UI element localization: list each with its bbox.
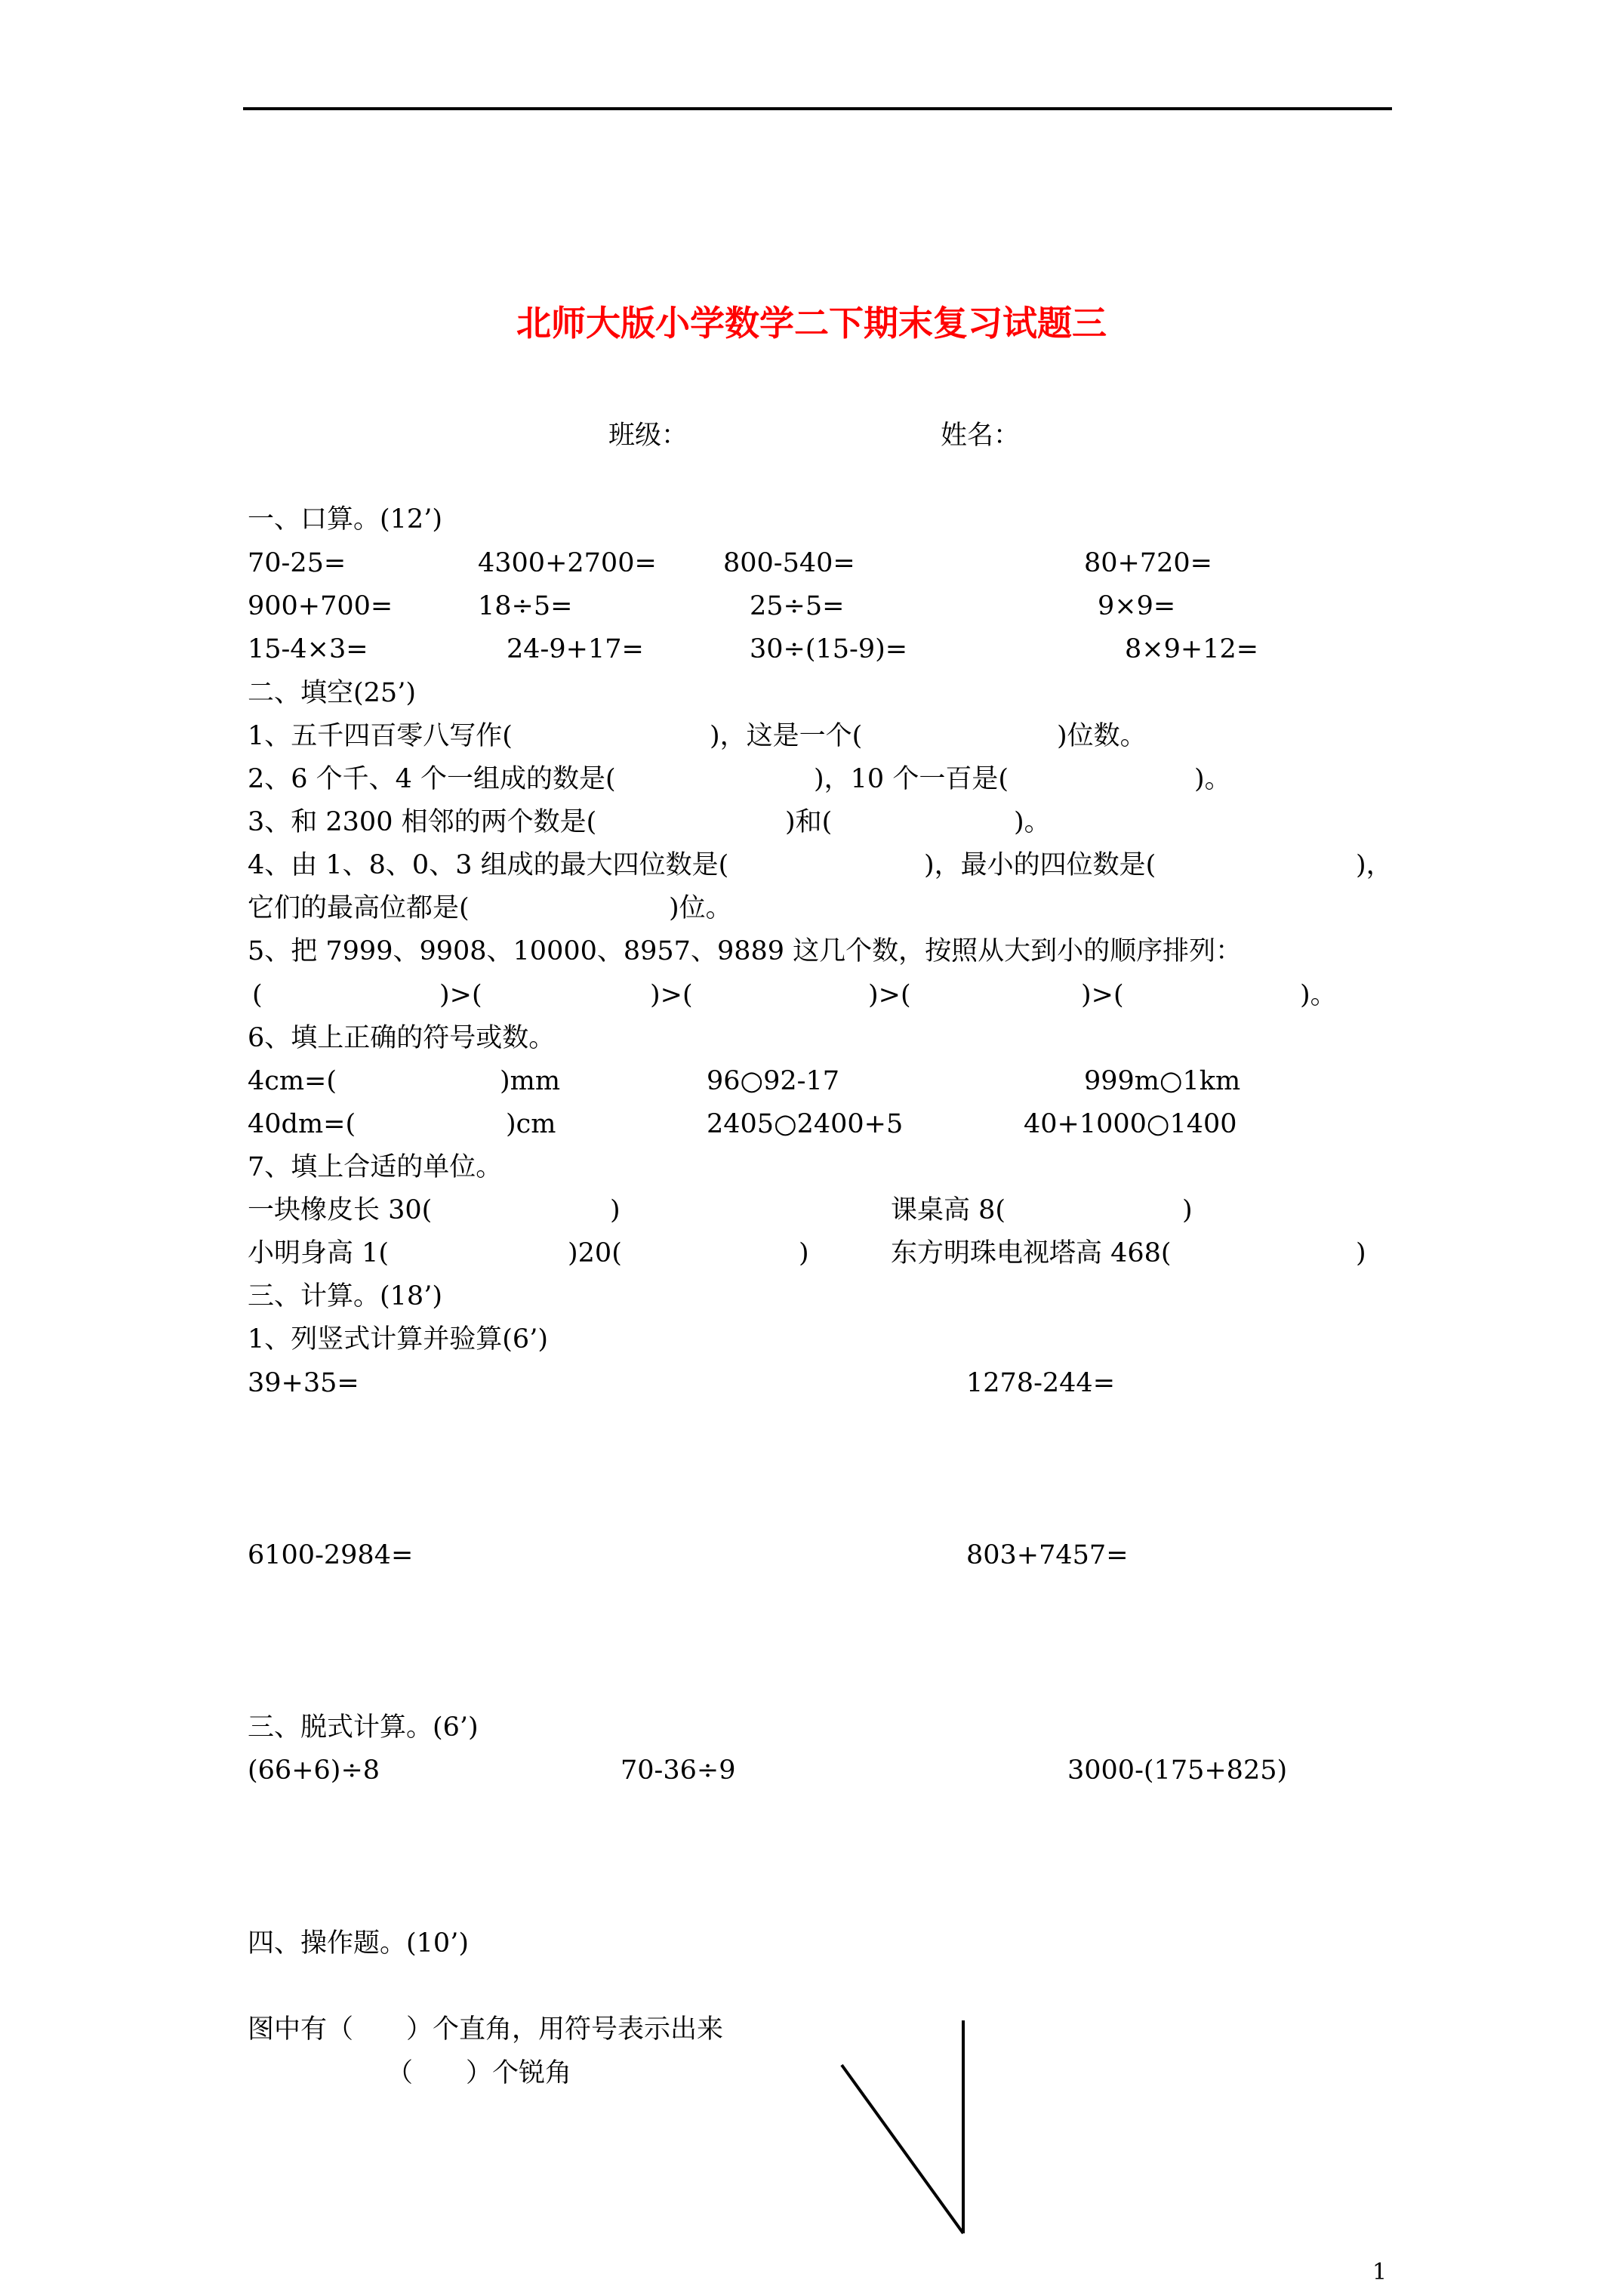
fill-q7-heading: 7、填上合适的单位。 [248,1152,503,1182]
oral-item: 15-4×3= [248,634,368,664]
vertical-calc-item: 39+35= [248,1368,359,1398]
oral-item: 18÷5= [478,591,573,621]
fill-q1-text: )位数。 [1057,721,1147,751]
fill-q6-item: 999m○1km [1084,1066,1241,1096]
vertical-calc-item: 1278-244= [966,1368,1116,1398]
name-label: 姓名： [941,421,1021,451]
fill-q3-text: )。 [1014,807,1051,837]
slanted-ray [842,2065,963,2233]
section3-subheading: 1、列竖式计算并验算(6’) [248,1324,548,1354]
oral-item: 9×9= [1098,591,1176,621]
fill-q4-text: )，最小的四位数是( [924,850,1156,880]
fill-q4-text: 它们的最高位都是( [248,893,470,923]
page-title: 北师大版小学数学二下期末复习试题三 [516,303,1107,344]
oral-item: 24-9+17= [507,634,644,664]
operation-question-line: 图中有（ ）个直角，用符号表示出来 [248,2014,724,2045]
oral-item: 8×9+12= [1125,634,1259,664]
fill-q7-item: 课桌高 8( [891,1195,1006,1225]
fill-q6-item: 2405○2400+5 [707,1109,904,1139]
oral-item: 800-540= [723,548,855,578]
fill-q3-text: )和( [785,807,833,837]
oral-item: 900+700= [248,591,393,621]
fill-q5-bracket: ( [252,980,263,1010]
step-calc-item: 3000-(175+825) [1067,1755,1288,1786]
section4-heading: 四、操作题。(10’) [248,1928,469,1959]
fill-q5-bracket: )。 [1300,980,1337,1010]
step-calc-item: (66+6)÷8 [248,1755,380,1786]
operation-question-line: （ ）个锐角 [387,2058,572,2088]
fill-q6-item: 96○92-17 [707,1066,839,1096]
fill-q2-text: )。 [1194,764,1231,794]
fill-q4-text: )， [1356,850,1393,880]
fill-q3-text: 3、和 2300 相邻的两个数是( [248,807,597,837]
fill-q4-text: 4、由 1、8、0、3 组成的最大四位数是( [248,850,729,880]
fill-q5-text: 5、把 7999、9908、10000、8957、9889 这几个数，按照从大到小的顺序排列： [248,936,1243,966]
fill-q6-item: 40dm=( [248,1109,356,1139]
fill-q7-item: ) [1182,1195,1193,1225]
fill-q4-text: )位。 [669,893,732,923]
fill-q2-text: 2、6 个千、4 个一组成的数是( [248,764,616,794]
fill-q6-item: 4cm=( [248,1066,337,1096]
oral-item: 30÷(15-9)= [750,634,908,664]
oral-item: 80+720= [1084,548,1212,578]
section2-heading: 二、填空(25’) [248,678,416,708]
fill-q2-text: )，10 个一百是( [814,764,1009,794]
fill-q7-item: )20( [568,1238,622,1268]
fill-q1-text: )，这是一个( [710,721,863,751]
class-label: 班级： [608,421,688,451]
section3b-heading: 三、脱式计算。(6’) [248,1712,479,1743]
page-number: 1 [1372,2259,1387,2285]
fill-q7-item: ) [799,1238,809,1268]
fill-q6-item: 40+1000○1400 [1024,1109,1237,1139]
fill-q7-item: ) [1356,1238,1366,1268]
step-calc-item: 70-36÷9 [621,1755,736,1786]
fill-q7-item: ) [610,1195,621,1225]
fill-q5-bracket: )>( [868,980,911,1010]
section3-heading: 三、计算。(18’) [248,1281,442,1311]
vertical-calc-item: 803+7457= [966,1540,1129,1570]
fill-q6-heading: 6、填上正确的符号或数。 [248,1023,556,1053]
fill-q7-item: 一块橡皮长 30( [248,1195,433,1225]
vertical-calc-item: 6100-2984= [248,1540,414,1570]
fill-q7-item: 小明身高 1( [248,1238,390,1268]
oral-item: 25÷5= [750,591,845,621]
fill-q5-bracket: )>( [650,980,693,1010]
fill-q6-item: )mm [500,1066,561,1096]
fill-q5-bracket: )>( [1081,980,1124,1010]
fill-q5-bracket: )>( [439,980,482,1010]
fill-q6-item: )cm [506,1109,556,1139]
oral-item: 70-25= [248,548,346,578]
section1-heading: 一、口算。(12’) [248,504,442,535]
oral-item: 4300+2700= [478,548,657,578]
fill-q1-text: 1、五千四百零八写作( [248,721,513,751]
fill-q7-item: 东方明珠电视塔高 468( [891,1238,1172,1268]
